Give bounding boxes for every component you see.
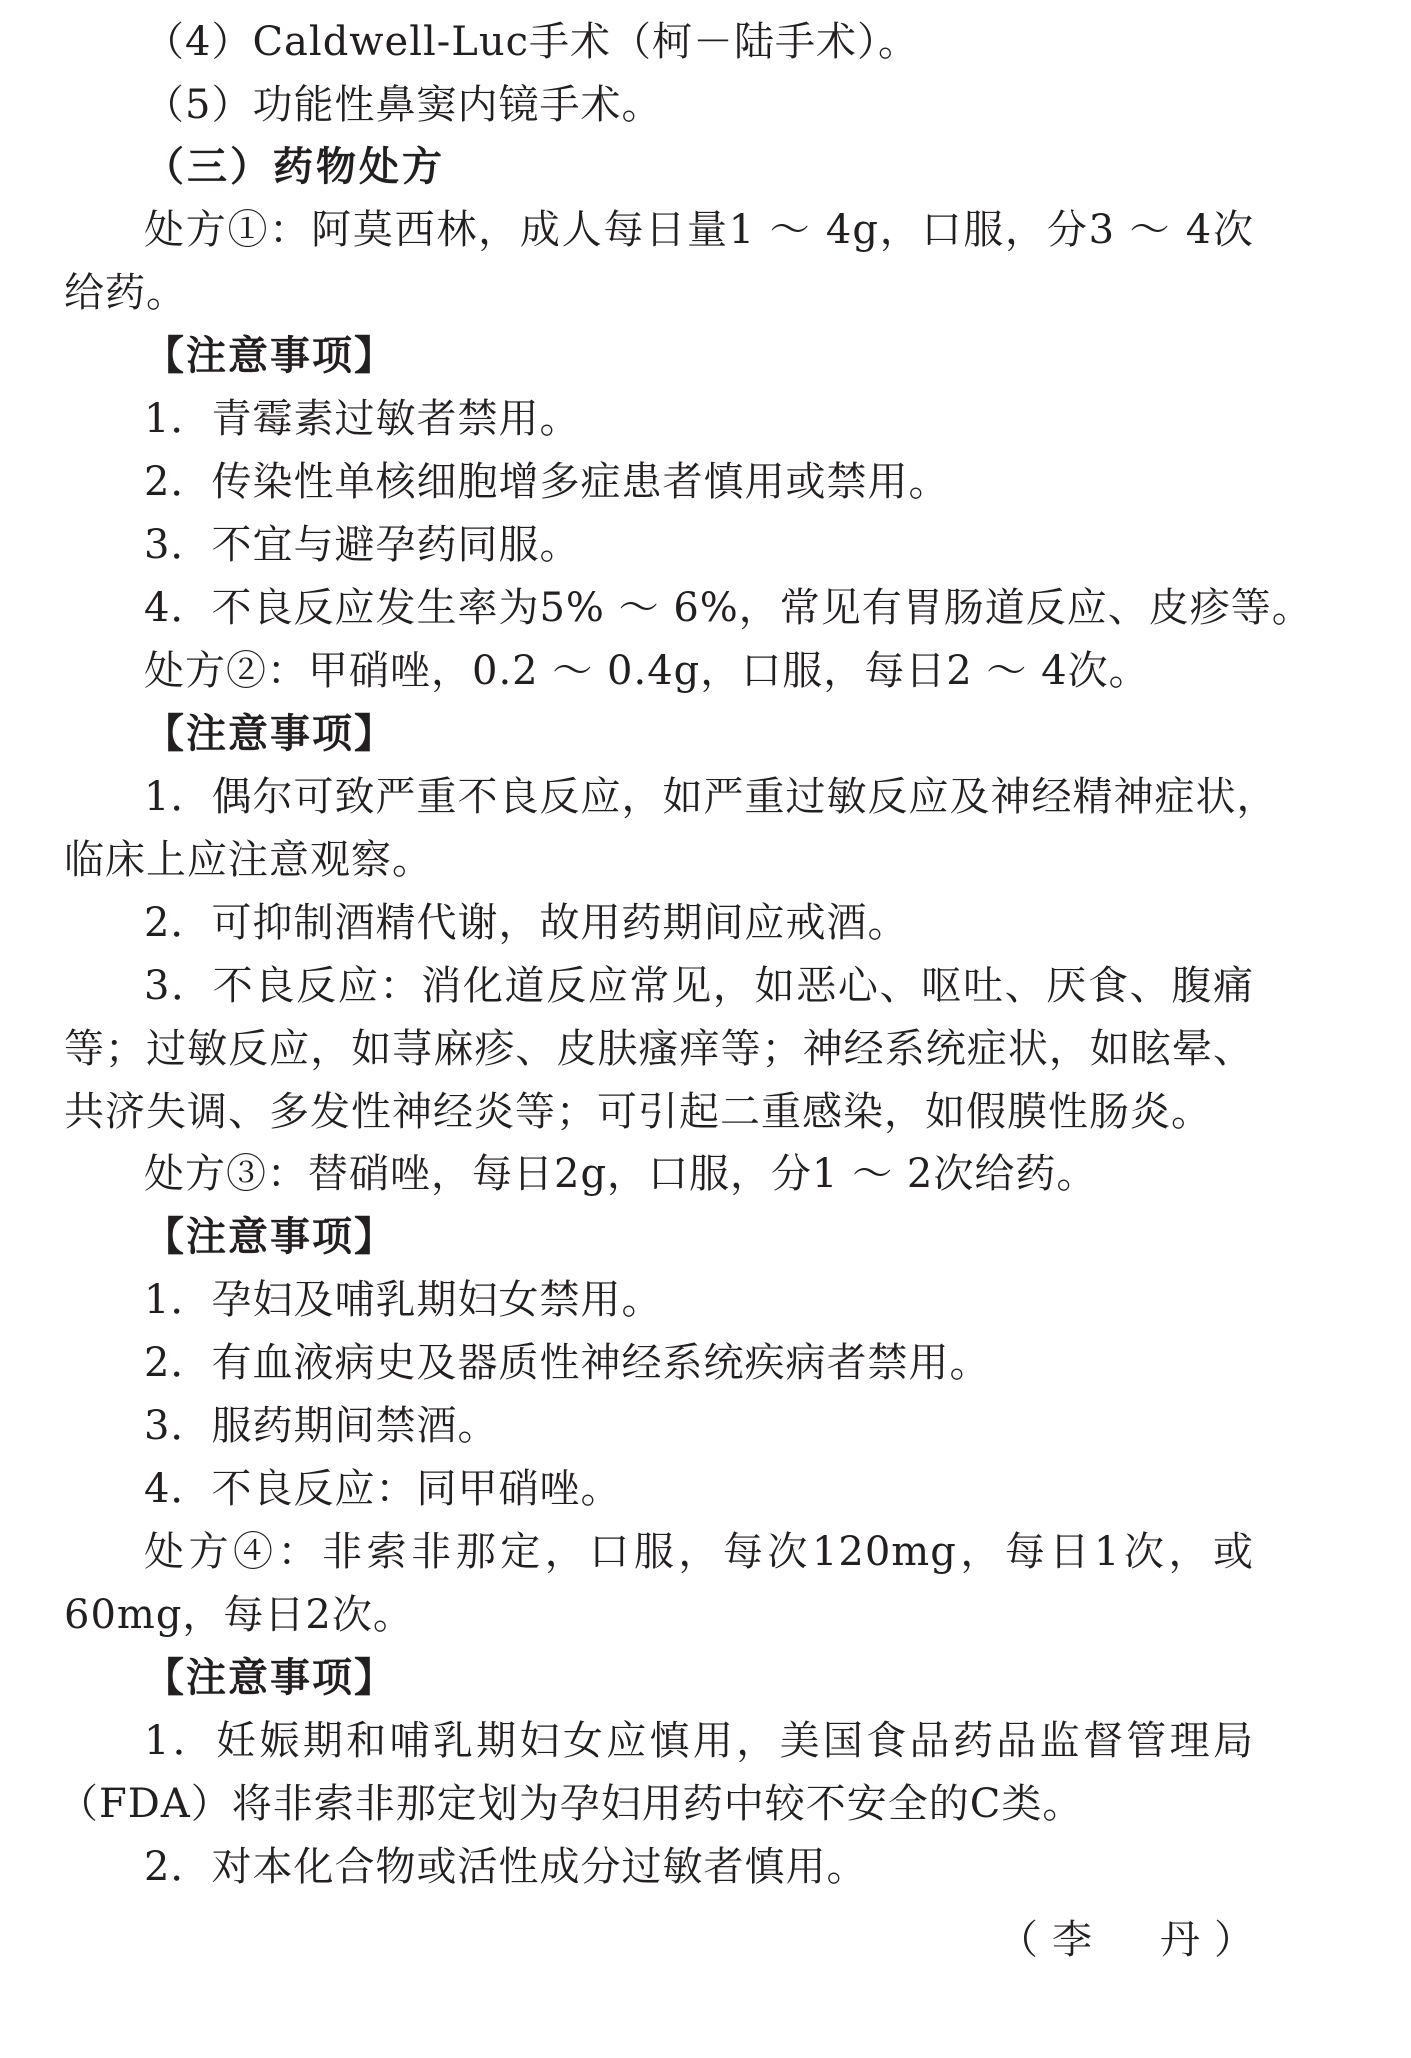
list-item: 3．服药期间禁酒。 (144, 1403, 499, 1449)
text-line: 给药。 (64, 270, 187, 316)
text-line: （4）Caldwell-Luc手术（柯－陆手术）。 (144, 19, 920, 65)
prescription-line: 处方②：甲硝唑，0.2 ～ 0.4g，口服，每日2 ～ 4次。 (144, 648, 1150, 694)
list-item: 4．不良反应发生率为5% ～ 6%，常见有胃肠道反应、皮疹等。 (144, 585, 1313, 631)
notice-heading: 【注意事项】 (144, 711, 396, 757)
text-line: 60mg，每日2次。 (64, 1592, 414, 1638)
notice-heading: 【注意事项】 (144, 1655, 396, 1701)
list-item: 4．不良反应：同甲硝唑。 (144, 1466, 622, 1512)
prescription-line: 处方③：替硝唑，每日2g，口服，分1 ～ 2次给药。 (144, 1151, 1098, 1197)
list-item: 3．不良反应：消化道反应常见，如恶心、呕吐、厌食、腹痛 (144, 963, 1254, 1009)
section-heading: （三）药物处方 (144, 144, 445, 190)
list-item: 2．传染性单核细胞增多症患者慎用或禁用。 (144, 459, 950, 505)
text-line: 共济失调、多发性神经炎等；可引起二重感染，如假膜性肠炎。 (64, 1089, 1212, 1135)
list-item: 1．青霉素过敏者禁用。 (144, 396, 581, 442)
text-line: （5）功能性鼻窦内镜手术。 (144, 82, 663, 128)
notice-heading: 【注意事项】 (144, 333, 396, 379)
list-item: 2．有血液病史及器质性神经系统疾病者禁用。 (144, 1340, 991, 1386)
list-item: 1．妊娠期和哺乳期妇女应慎用，美国食品药品监督管理局 (144, 1718, 1254, 1764)
text-line: 等；过敏反应，如荨麻疹、皮肤瘙痒等；神经系统症状，如眩晕、 (64, 1026, 1254, 1072)
text-line: 临床上应注意观察。 (64, 837, 433, 883)
notice-heading: 【注意事项】 (144, 1214, 396, 1260)
text-line: （FDA）将非索非那定划为孕妇用药中较不安全的C类。 (58, 1781, 1084, 1827)
list-item: 1．孕妇及哺乳期妇女禁用。 (144, 1277, 663, 1323)
list-item: 1．偶尔可致严重不良反应，如严重过敏反应及神经精神症状， (144, 774, 1278, 820)
list-item: 2．可抑制酒精代谢，故用药期间应戒酒。 (144, 900, 909, 946)
list-item: 3．不宜与避孕药同服。 (144, 522, 581, 568)
list-item: 2．对本化合物或活性成分过敏者慎用。 (144, 1844, 868, 1890)
prescription-line: 处方①：阿莫西林，成人每日量1 ～ 4g，口服，分3 ～ 4次 (144, 207, 1254, 253)
prescription-line: 处方④：非索非那定，口服，每次120mg，每日1次，或 (144, 1529, 1254, 1575)
author-signature: （李 丹） (998, 1917, 1268, 1963)
